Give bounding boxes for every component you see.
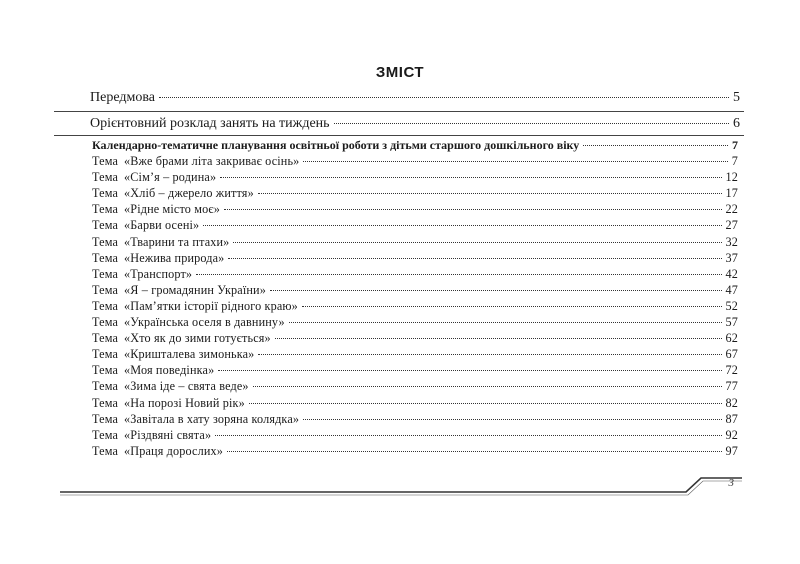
toc-topic-item[interactable]	[92, 154, 738, 169]
dot-leader	[275, 338, 722, 339]
toc-page-number: 17	[725, 186, 738, 201]
topic-name: «Різдвяні свята»	[124, 427, 212, 442]
dot-leader	[253, 386, 722, 387]
toc-topic-label	[92, 363, 214, 378]
topic-name: «Вже брами літа закриває осінь»	[124, 154, 300, 168]
toc-topic-label	[92, 315, 285, 330]
topic-prefix: Тема	[92, 202, 119, 217]
toc-topic-label	[92, 235, 229, 250]
dot-leader	[334, 123, 729, 124]
toc-topic-item[interactable]	[92, 412, 738, 427]
toc-page-number: 67	[725, 347, 738, 362]
toc-topic-item[interactable]	[92, 218, 738, 233]
dot-leader	[215, 435, 721, 436]
toc-topic-item[interactable]	[92, 235, 738, 250]
toc-topic-label	[92, 170, 216, 185]
toc-topic-item[interactable]	[92, 396, 738, 411]
toc-page-number: 87	[725, 411, 738, 426]
dot-leader	[289, 322, 722, 323]
dot-leader	[220, 177, 721, 178]
topic-prefix: Тема	[92, 234, 119, 249]
topic-prefix: Тема	[92, 395, 119, 410]
toc-topic-item[interactable]	[92, 170, 738, 185]
toc-page-number: 7	[732, 138, 738, 152]
toc-topic-item[interactable]	[92, 283, 738, 298]
dot-leader	[258, 193, 722, 194]
topic-prefix: Тема	[92, 411, 119, 426]
dot-leader	[203, 225, 721, 226]
separator-line	[54, 135, 744, 136]
toc-topic-label	[92, 202, 220, 217]
toc-topic-label	[92, 412, 299, 427]
toc-page-number: 22	[725, 202, 738, 217]
dot-leader	[159, 97, 729, 98]
toc-topic-item[interactable]	[92, 251, 738, 266]
toc-topic-item[interactable]	[92, 186, 738, 201]
topic-name: «Зима іде – свята веде»	[124, 379, 249, 394]
topic-prefix: Тема	[92, 282, 119, 297]
footer-rule	[0, 470, 800, 500]
topic-name: «Українська оселя в давнину»	[124, 315, 285, 329]
topic-prefix: Тема	[92, 443, 119, 458]
toc-page-number: 37	[725, 250, 738, 265]
toc-topic-label	[92, 299, 298, 314]
toc-topic-label	[92, 251, 224, 266]
toc-topic-item[interactable]	[92, 202, 738, 217]
toc-entry-foreword[interactable]	[90, 90, 740, 106]
topic-name: «Транспорт»	[124, 266, 193, 281]
topic-name: «Праця дорослих»	[124, 443, 223, 458]
topic-prefix: Тема	[92, 266, 119, 281]
dot-leader	[270, 290, 722, 291]
toc-topic-label	[92, 347, 254, 362]
toc-topic-label	[92, 267, 192, 282]
toc-topic-label	[92, 444, 223, 459]
dot-leader	[227, 451, 722, 452]
dot-leader	[303, 161, 727, 162]
topic-name: «Сім’я – родина»	[124, 170, 217, 185]
dot-leader	[258, 354, 721, 355]
toc-topic-label	[92, 283, 266, 298]
toc-entry-label: Передмова	[90, 90, 155, 105]
topic-name: «Я – громадянин України»	[124, 282, 266, 297]
topic-name: «Хліб – джерело життя»	[124, 186, 254, 201]
dot-leader	[233, 242, 721, 243]
toc-page-number: 32	[725, 234, 738, 249]
toc-page-number: 77	[725, 379, 738, 394]
toc-section-label: Календарно-тематичне планування освітньої роботи з дітьми старшого дошкільного віку	[92, 138, 580, 152]
topic-name: «Хто як до зими готується»	[124, 331, 271, 346]
toc-topic-label	[92, 396, 245, 411]
topic-prefix: Тема	[92, 154, 119, 168]
toc-page-number: 62	[725, 331, 738, 346]
toc-page-number: 97	[725, 443, 738, 458]
toc-page-number: 6	[733, 116, 740, 131]
toc-page-number: 12	[725, 170, 738, 185]
toc-page-number: 5	[733, 90, 740, 105]
toc-page-number: 72	[725, 363, 738, 378]
toc-entry-schedule[interactable]	[90, 116, 740, 132]
topic-prefix: Тема	[92, 347, 119, 362]
topic-name: «Нежива природа»	[124, 250, 225, 265]
toc-topic-item[interactable]	[92, 379, 738, 394]
toc-page-number: 42	[725, 266, 738, 281]
toc-topic-label	[92, 379, 249, 394]
toc-topic-label	[92, 154, 299, 169]
toc-topic-item[interactable]	[92, 267, 738, 282]
topic-name: «Пам’ятки історії рідного краю»	[124, 298, 298, 313]
toc-page-number: 27	[725, 218, 738, 233]
topic-name: «На порозі Новий рік»	[124, 395, 245, 410]
toc-page-number: 47	[725, 282, 738, 297]
toc-topic-item[interactable]	[92, 363, 738, 378]
toc-section-planning[interactable]	[92, 138, 738, 153]
topic-prefix: Тема	[92, 427, 119, 442]
page-title: ЗМІСТ	[375, 64, 425, 81]
topic-prefix: Тема	[92, 250, 119, 265]
toc-page-number: 7	[731, 154, 738, 168]
topic-prefix: Тема	[92, 170, 119, 185]
toc-topic-item[interactable]	[92, 347, 738, 362]
toc-page-number: 52	[725, 298, 738, 313]
page-number: 3	[728, 477, 734, 489]
topic-prefix: Тема	[92, 298, 119, 313]
dot-leader	[249, 403, 722, 404]
topic-prefix: Тема	[92, 363, 119, 378]
toc-topic-item[interactable]	[92, 315, 738, 330]
toc-entry-label: Орієнтовний розклад занять на тиждень	[90, 116, 330, 131]
topic-name: «Завітала в хату зоряна колядка»	[124, 411, 300, 426]
dot-leader	[196, 274, 721, 275]
dot-leader	[302, 306, 722, 307]
separator-line	[54, 111, 744, 112]
toc-page-number: 82	[725, 395, 738, 410]
toc-topic-item[interactable]	[92, 331, 738, 346]
toc-page-number: 92	[725, 427, 738, 442]
toc-page-number: 57	[725, 315, 738, 329]
topic-name: «Моя поведінка»	[124, 363, 215, 378]
dot-leader	[583, 145, 728, 146]
dot-leader	[224, 209, 722, 210]
topic-name: «Тварини та птахи»	[124, 234, 230, 249]
topic-name: «Рідне місто моє»	[124, 202, 220, 217]
topic-prefix: Тема	[92, 315, 119, 329]
toc-topic-label	[92, 331, 271, 346]
dot-leader	[228, 258, 721, 259]
dot-leader	[218, 370, 721, 371]
dot-leader	[303, 419, 721, 420]
topic-prefix: Тема	[92, 379, 119, 394]
toc-topic-item[interactable]	[92, 299, 738, 314]
toc-topic-label	[92, 428, 211, 443]
topic-name: «Барви осені»	[124, 218, 200, 233]
toc-topic-item[interactable]	[92, 428, 738, 443]
toc-topic-label	[92, 218, 199, 233]
topic-prefix: Тема	[92, 186, 119, 201]
topic-prefix: Тема	[92, 218, 119, 233]
topic-name: «Кришталева зимонька»	[124, 347, 255, 362]
toc-topic-item[interactable]	[92, 444, 738, 459]
toc-topic-label	[92, 186, 254, 201]
topic-prefix: Тема	[92, 331, 119, 346]
